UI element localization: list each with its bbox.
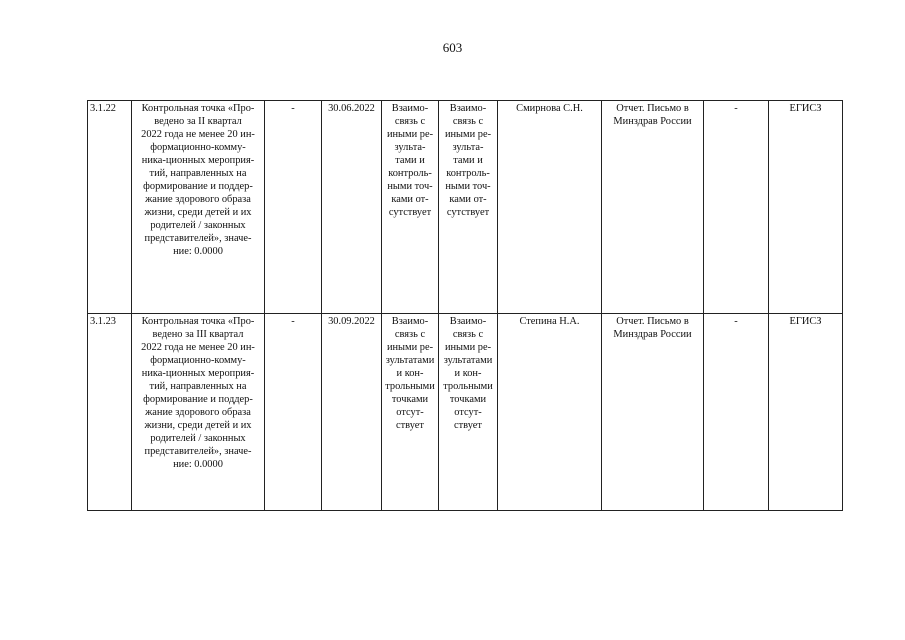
predecessor-relation: Взаимо- связь с иными ре- зульта- тами и контроль- ными точ- ками от- сутствует [382, 101, 439, 314]
checkpoint-description: Контрольная точка «Про- ведено за II квартал 2022 года не менее 20 ин- формационно-комму- ника-ционных мероприя- тий, направленных на формирование и поддер- жание здорового образа жизни, среди детей и их родителей / законных представителей», значе- ние: 0.0000 [132, 101, 265, 314]
successor-relation: Взаимо- связь с иными ре- зульта- тами и контроль- ными точ- ками от- сутствует [439, 101, 498, 314]
table-row [88, 101, 843, 314]
page-number: 603 [442, 40, 463, 55]
end-date: 30.06.2022 [322, 101, 382, 314]
predecessor-relation: Взаимо- связь с иными ре- зультатами и кон- трольными точками отсут- ствует [382, 314, 439, 511]
successor-relation: Взаимо- связь с иными ре- зультатами и кон- трольными точками отсут- ствует [439, 314, 498, 511]
responsible-person: Степина Н.А. [498, 314, 602, 511]
plan-table [87, 100, 843, 511]
end-date: 30.09.2022 [322, 314, 382, 511]
information-system: ЕГИСЗ [769, 101, 843, 314]
information-system: ЕГИСЗ [769, 314, 843, 511]
start-date-dash: - [265, 101, 322, 314]
row-number: 3.1.22 [88, 101, 132, 314]
level-dash: - [704, 101, 769, 314]
responsible-person: Смирнова С.Н. [498, 101, 602, 314]
level-dash: - [704, 314, 769, 511]
row-number: 3.1.23 [88, 314, 132, 511]
confirming-document: Отчет. Письмо в Минздрав России [602, 101, 704, 314]
checkpoint-description: Контрольная точка «Про- ведено за III квартал 2022 года не менее 20 ин- формационно-комму- ника-ционных мероприя- тий, направленных на формирование и поддер- жание здорового образа жизни, среди детей и их родителей / законных представителей», значе- ние: 0.0000 [132, 314, 265, 511]
confirming-document: Отчет. Письмо в Минздрав России [602, 314, 704, 511]
start-date-dash: - [265, 314, 322, 511]
table-row [88, 314, 843, 511]
